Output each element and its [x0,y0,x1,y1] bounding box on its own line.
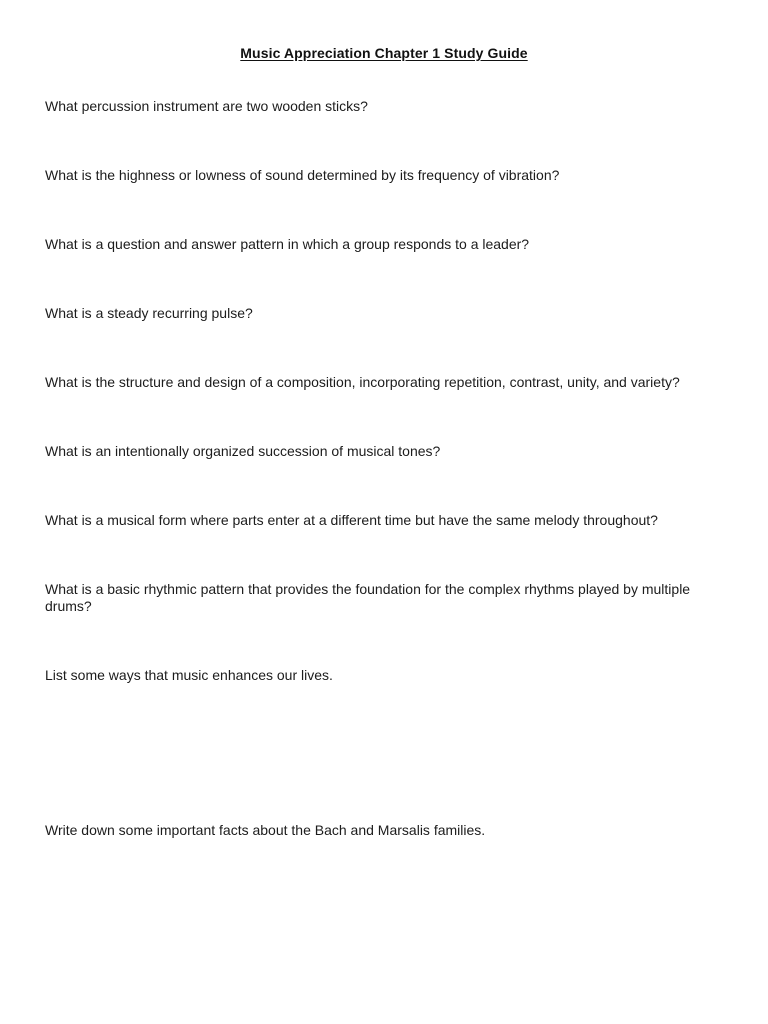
question-9: List some ways that music enhances our lives. [45,667,333,683]
question-1: What percussion instrument are two wooden sticks? [45,98,368,114]
question-10: Write down some important facts about the Bach and Marsalis families. [45,822,486,838]
question-8: What is a basic rhythmic pattern that provides the foundation for the complex rhythms played by multiple drums? [45,581,691,614]
document-title: Music Appreciation Chapter 1 Study Guide [240,45,528,61]
question-7: What is a musical form where parts enter at a different time but have the same melody throughout? [45,512,658,528]
question-3: What is a question and answer pattern in which a group responds to a leader? [45,236,530,252]
question-6: What is an intentionally organized succession of musical tones? [45,443,441,459]
question-4: What is a steady recurring pulse? [45,305,253,321]
question-5: What is the structure and design of a composition, incorporating repetition, contrast, unity, and variety? [45,374,680,390]
question-2: What is the highness or lowness of sound determined by its frequency of vibration? [45,167,560,183]
